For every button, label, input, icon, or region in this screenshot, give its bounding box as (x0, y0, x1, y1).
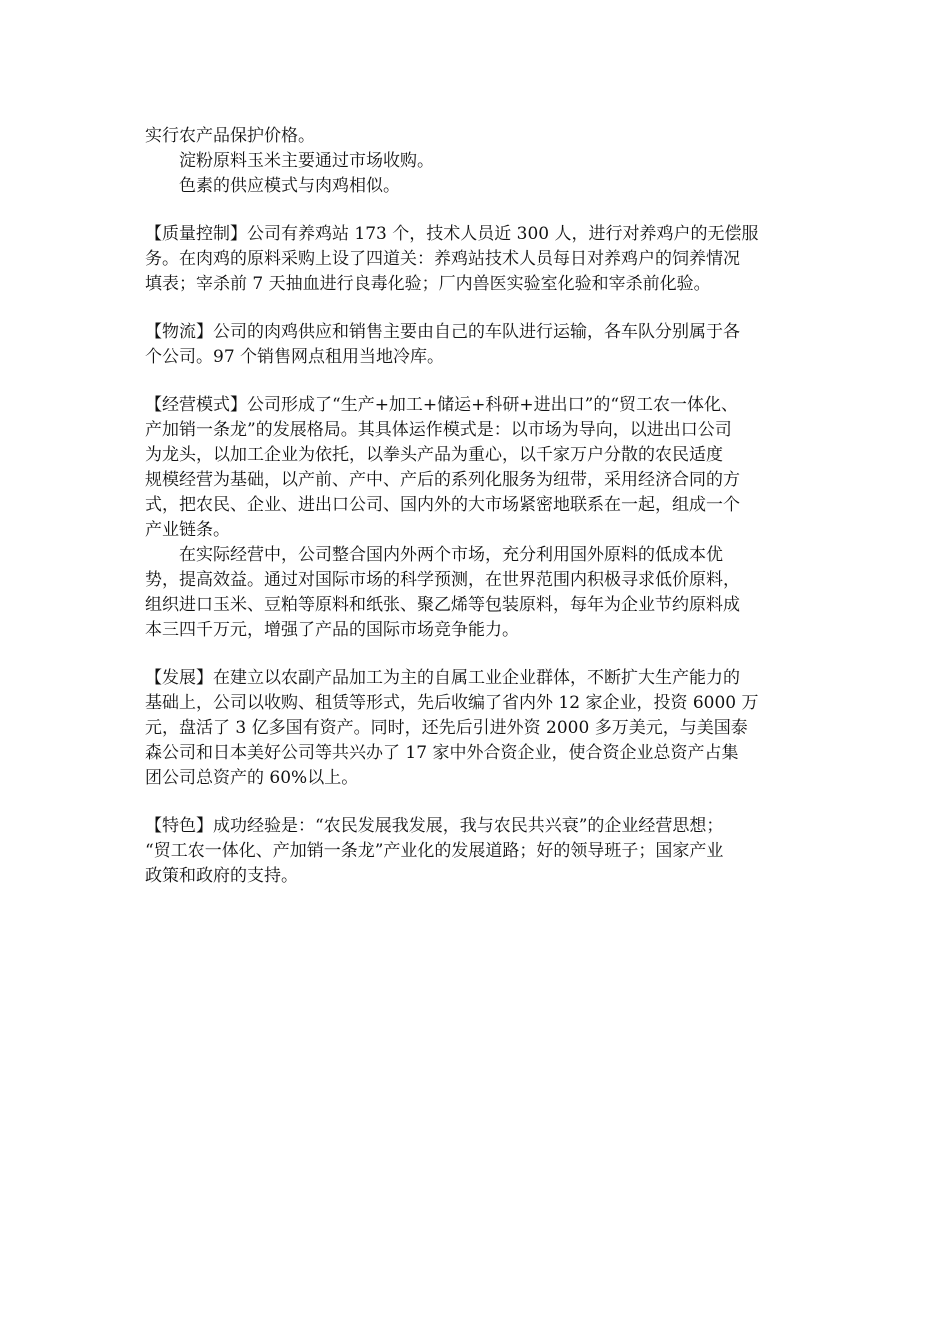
document-page (145, 124, 810, 889)
text-line: 【发展】在建立以农副产品加工为主的自属工业企业群体，不断扩大生产能力的 (145, 668, 740, 688)
text-line: 基础上，公司以收购、租赁等形式，先后收编了省内外 12 家企业，投资 6000 万 (145, 693, 759, 713)
text-line: 在实际经营中，公司整合国内外两个市场，充分利用国外原料的低成本优 (179, 545, 723, 565)
text-line: 组织进口玉米、豆粕等原料和纸张、聚乙烯等包装原料，每年为企业节约原料成 (145, 595, 740, 615)
text-line: 【特色】成功经验是：“农民发展我发展，我与农民共兴衰”的企业经营思想； (145, 816, 724, 836)
text-line: “贸工农一体化、产加销一条龙”产业化的发展道路；好的领导班子；国家产业 (145, 841, 724, 861)
text-line: 团公司总资产的 60%以上。 (145, 768, 359, 788)
paragraph-gap (145, 791, 810, 814)
text-line: 元，盘活了 3 亿多国有资产。同时，还先后引进外资 2000 多万美元，与美国泰 (145, 718, 748, 738)
paragraph-gap (145, 643, 810, 666)
text-line: 实行农产品保护价格。 (145, 126, 315, 146)
text-line: 产业链条。 (145, 520, 230, 540)
text-line: 规模经营为基础，以产前、产中、产后的系列化服务为纽带，采用经济合同的方 (145, 470, 740, 490)
text-line: 个公司。97 个销售网点租用当地冷库。 (145, 347, 445, 367)
text-line: 为龙头，以加工企业为依托，以拳头产品为重心，以千家万户分散的农民适度 (145, 445, 723, 465)
text-line: 森公司和日本美好公司等共兴办了 17 家中外合资企业，使合资企业总资产占集 (145, 743, 739, 763)
text-line: 【物流】公司的肉鸡供应和销售主要由自己的车队进行运输，各车队分别属于各 (145, 322, 740, 342)
text-line: 式，把农民、企业、进出口公司、国内外的大市场紧密地联系在一起，组成一个 (145, 495, 740, 515)
text-line: 务。在肉鸡的原料采购上设了四道关：养鸡站技术人员每日对养鸡户的饲养情况 (145, 249, 740, 269)
paragraph-gap (145, 297, 810, 320)
text-line: 填表；宰杀前 7 天抽血进行良毒化验；厂内兽医实验室化验和宰杀前化验。 (145, 274, 711, 294)
text-line: 政策和政府的支持。 (145, 866, 298, 886)
text-line: 淀粉原料玉米主要通过市场收购。 (179, 151, 434, 171)
paragraph-gap (145, 370, 810, 393)
text-line: 产加销一条龙”的发展格局。其具体运作模式是：以市场为导向，以进出口公司 (145, 420, 732, 440)
text-line: 【质量控制】公司有养鸡站 173 个，技术人员近 300 人，进行对养鸡户的无偿服 (145, 224, 759, 244)
text-line: 势，提高效益。通过对国际市场的科学预测，在世界范围内积极寻求低价原料， (145, 570, 740, 590)
text-line: 色素的供应模式与肉鸡相似。 (179, 176, 400, 196)
text-line: 【经营模式】公司形成了“生产+加工+储运+科研+进出口”的“贸工农一体化、 (145, 395, 739, 415)
paragraph-gap (145, 199, 810, 222)
text-line: 本三四千万元，增强了产品的国际市场竞争能力。 (145, 620, 519, 640)
